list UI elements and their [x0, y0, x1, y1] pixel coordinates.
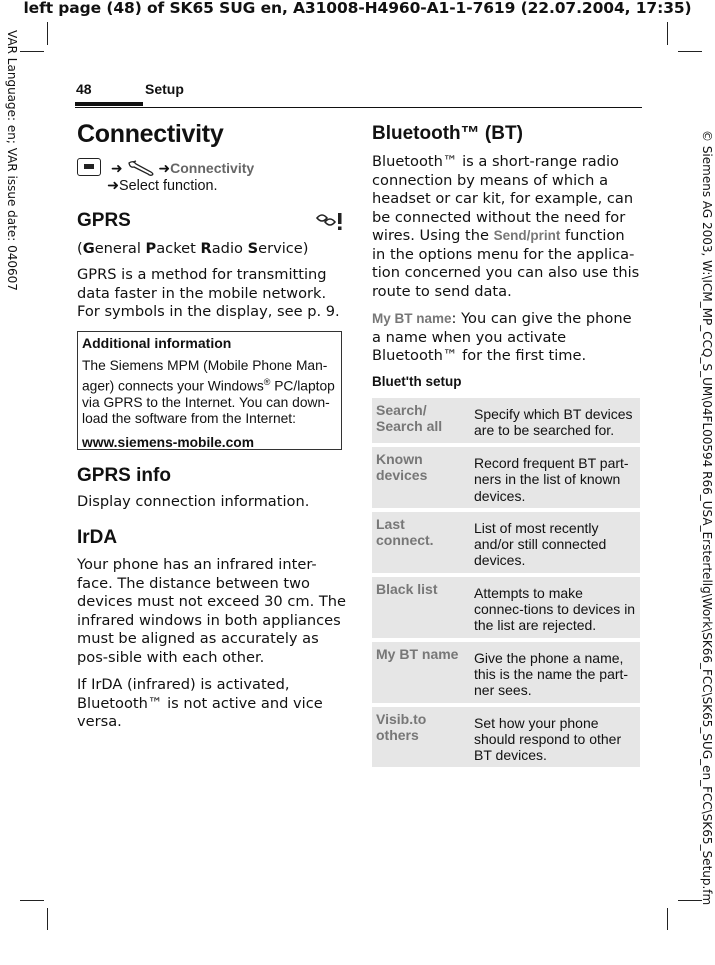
- table-row: [372, 705, 640, 770]
- table-row: [372, 640, 640, 705]
- send-print-label: Send/print: [493, 228, 561, 243]
- table-value: List of most recently and/or still connected devices.: [470, 510, 640, 575]
- table-row: [372, 575, 640, 640]
- bt-setup-table: [372, 398, 640, 771]
- table-value: Set how your phone should respond to other BT devices.: [470, 705, 640, 770]
- nav-select-function: ➜Select function.: [107, 178, 218, 194]
- side-note-left: VAR Language: en; VAR issue date: 040607: [5, 30, 19, 291]
- page-number: 48: [76, 81, 92, 97]
- crop-mark: [667, 22, 668, 45]
- table-row: [372, 445, 640, 510]
- table-value: Attempts to make connec-tions to devices in the list are rejected.: [470, 575, 640, 640]
- irda-body-1: Your phone has an infrared inter-face. The distance between two devices must not exceed 30 cm. The infrared windows in both appliances must be aligned as accurately as pos-sible with each other.: [77, 556, 347, 666]
- table-key: Search/ Search all: [372, 398, 470, 445]
- gprs-info-heading: GPRS info: [77, 465, 171, 486]
- gprs-symbol-icon: [314, 212, 344, 232]
- crop-mark: [20, 900, 44, 901]
- infobox-url: www.siemens-mobile.com: [82, 434, 254, 450]
- gprs-symbols: [314, 212, 344, 236]
- bt-setup-label: Bluet'th setup: [372, 374, 462, 389]
- arrow-icon: ➜: [158, 160, 171, 176]
- my-bt-name-label: My BT name: [372, 311, 452, 326]
- section-name: Setup: [145, 81, 184, 97]
- bluetooth-body: Bluetooth™ is a short-range radio connection by means of which a headset or car kit, for example, can be connected without the need for wires. Using the Send/print function in the options menu for the applica-tion concerned you can also use this route to send data.: [372, 153, 640, 300]
- gprs-subtitle: (General Packet Radio Service): [77, 240, 309, 257]
- crop-mark: [47, 908, 48, 930]
- my-bt-name-paragraph: My BT name: You can give the phone a name when you activate Bluetooth™ for the first time.: [372, 310, 632, 364]
- running-head-bar: [75, 102, 143, 106]
- gprs-info-body: Display connection information.: [77, 493, 310, 510]
- side-note-right: © Siemens AG 2003, W:\ICM_MP_CCQ_S_UM\04FL00594 R66_USA_Erstertellg\Work\SK66_FCC\SK65_SUG_en_FCC\SK65_Setup.fm: [700, 130, 714, 906]
- table-value: Specify which BT devices are to be searched for.: [470, 398, 640, 445]
- print-header: left page (48) of SK65 SUG en, A31008-H4960-A1-1-7619 (22.07.2004, 17:35): [23, 0, 692, 17]
- infobox-title: Additional information: [82, 335, 232, 351]
- crop-mark: [667, 908, 668, 930]
- crop-mark: [47, 22, 48, 45]
- table-row: [372, 398, 640, 445]
- arrow-icon: ➜: [110, 160, 123, 176]
- nav-path: [77, 158, 347, 194]
- nav-item-connectivity: Connectivity: [170, 160, 255, 176]
- table-key: Black list: [372, 575, 470, 640]
- irda-body-2: If IrDA (infrared) is activated, Bluetooth™ is not active and vice versa.: [77, 676, 323, 730]
- table-key: My BT name: [372, 640, 470, 705]
- crop-mark: [678, 900, 702, 901]
- running-head: [75, 79, 642, 108]
- crop-mark: [678, 51, 702, 52]
- table-value: Give the phone a name, this is the name the part-ner sees.: [470, 640, 640, 705]
- bluetooth-heading: Bluetooth™ (BT): [372, 123, 523, 144]
- additional-info-box: [77, 331, 342, 450]
- table-row: [372, 510, 640, 575]
- table-key: Known devices: [372, 445, 470, 510]
- table-key: Visib.to others: [372, 705, 470, 770]
- table-value: Record frequent BT part-ners in the list of known devices.: [470, 445, 640, 510]
- menu-key-icon: [77, 158, 101, 176]
- irda-heading: IrDA: [77, 527, 118, 548]
- wrench-icon: [127, 160, 155, 176]
- gprs-heading: GPRS: [77, 210, 131, 231]
- page-title: Connectivity: [77, 120, 224, 148]
- infobox-text: The Siemens MPM (Mobile Phone Man-ager) connects your Windows® PC/laptop via GPRS to the Internet. You can down-load the software from the Internet:: [82, 358, 335, 426]
- crop-mark: [20, 51, 44, 52]
- gprs-body: GPRS is a method for transmitting data faster in the mobile network. For symbols in the display, see p. 9.: [77, 266, 340, 320]
- table-key: Last connect.: [372, 510, 470, 575]
